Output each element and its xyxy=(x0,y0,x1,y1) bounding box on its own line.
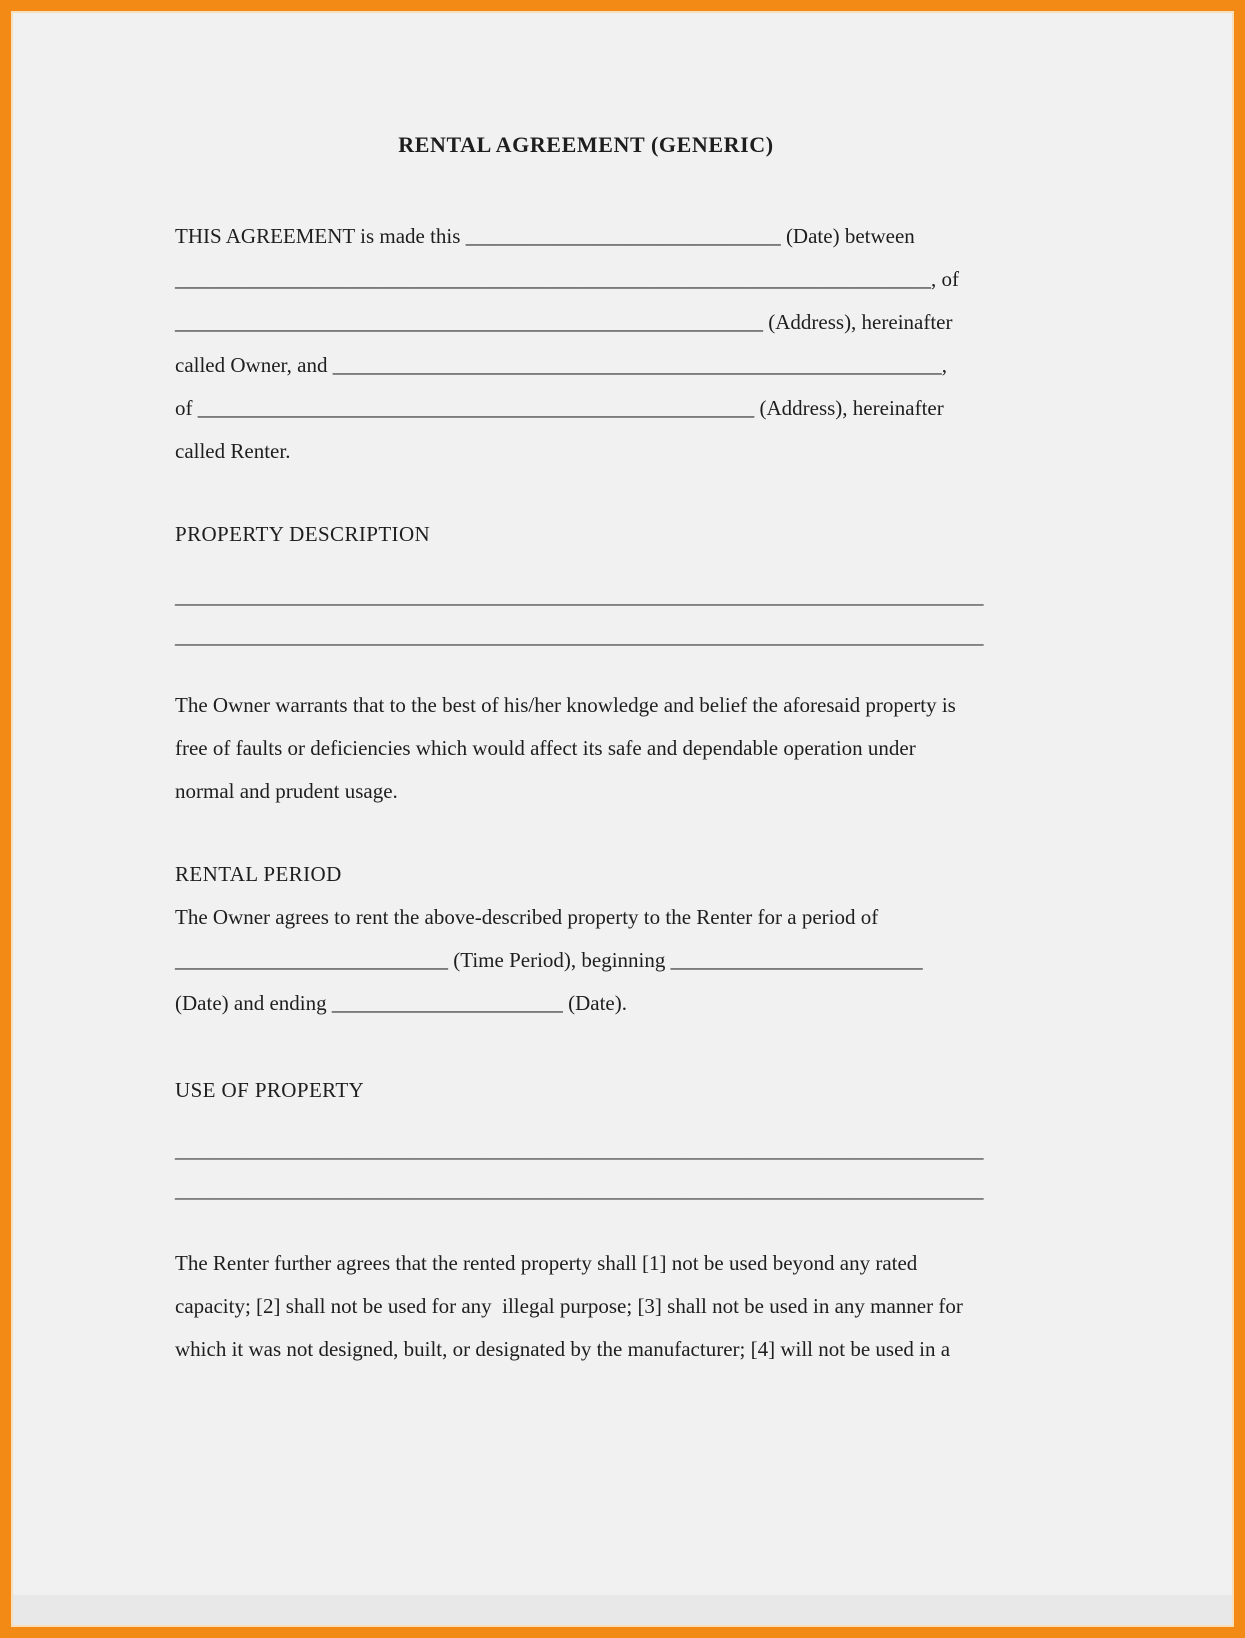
document-inner-area xyxy=(11,11,1234,1627)
section-heading-rental-period: RENTAL PERIOD xyxy=(175,862,342,886)
intro-line: ________________________________________________________________________, of xyxy=(175,267,959,291)
renter-agrees-line: The Renter further agrees that the rented property shall [1] not be used beyond any rated xyxy=(175,1251,918,1275)
warranty-line: The Owner warrants that to the best of his/her knowledge and belief the aforesaid property is xyxy=(175,693,956,717)
warranty-line: free of faults or deficiencies which would affect its safe and dependable operation under xyxy=(175,736,916,760)
renter-agrees-line: which it was not designed, built, or designated by the manufacturer; [4] will not be used in a xyxy=(175,1337,951,1361)
rental-period-paragraph xyxy=(175,896,997,1025)
property-description-blank-lines xyxy=(175,576,997,656)
section-heading-use-of-property: USE OF PROPERTY xyxy=(175,1078,365,1102)
rental-period-line: The Owner agrees to rent the above-described property to the Renter for a period of xyxy=(175,905,879,929)
warranty-line: normal and prudent usage. xyxy=(175,779,398,803)
blank-fill-line: _____________________________________________________________________________ xyxy=(175,584,984,608)
intro-line: ________________________________________________________ (Address), hereinafter xyxy=(175,310,953,334)
intro-paragraph xyxy=(175,215,997,473)
intro-line: of _____________________________________________________ (Address), hereinafter xyxy=(175,396,944,420)
blank-fill-line: _____________________________________________________________________________ xyxy=(175,624,984,648)
blank-fill-line: _____________________________________________________________________________ xyxy=(175,1178,984,1202)
intro-line: called Owner, and __________________________________________________________, xyxy=(175,353,948,377)
document-title: RENTAL AGREEMENT (GENERIC) xyxy=(398,132,774,157)
intro-line: called Renter. xyxy=(175,439,291,463)
renter-agrees-paragraph xyxy=(175,1242,997,1371)
rental-period-line: __________________________ (Time Period), beginning ________________________ xyxy=(175,948,923,972)
use-of-property-blank-lines xyxy=(175,1130,997,1210)
page-bottom-shading xyxy=(13,1595,1232,1625)
renter-agrees-line: capacity; [2] shall not be used for any illegal purpose; [3] shall not be used in any manner for xyxy=(175,1294,963,1318)
blank-fill-line: _____________________________________________________________________________ xyxy=(175,1138,984,1162)
rental-period-line: (Date) and ending ______________________ (Date). xyxy=(175,991,627,1015)
warranty-paragraph xyxy=(175,684,997,813)
section-heading-property-description: PROPERTY DESCRIPTION xyxy=(175,522,431,546)
rental-agreement-document xyxy=(175,13,997,1371)
intro-line: THIS AGREEMENT is made this ______________________________ (Date) between xyxy=(175,224,915,248)
